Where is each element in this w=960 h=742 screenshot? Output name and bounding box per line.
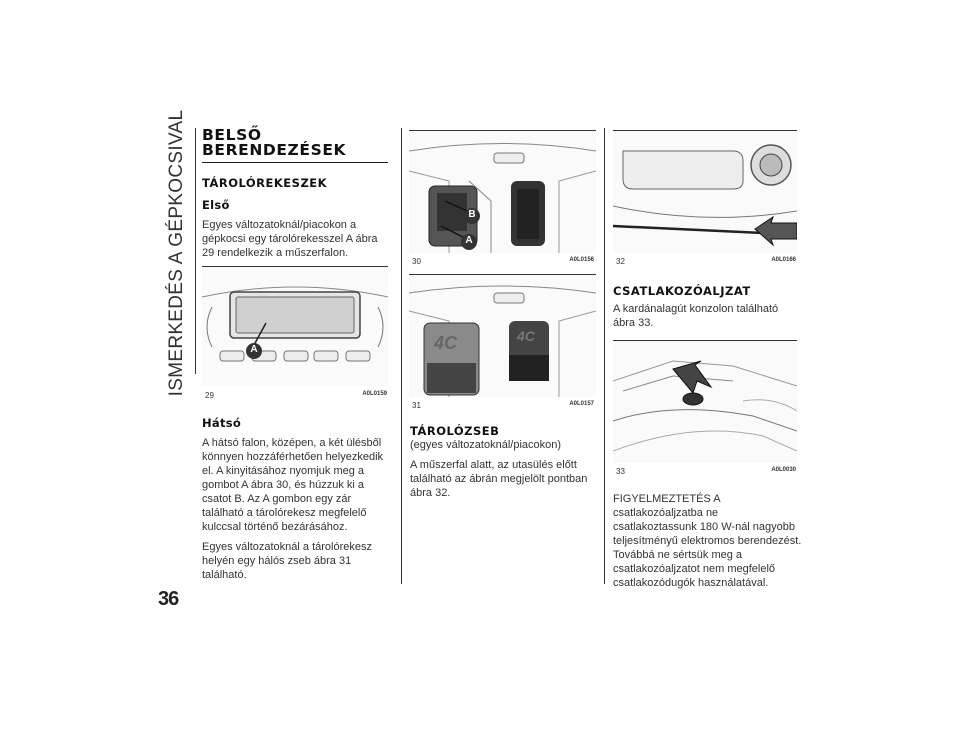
page-number: 36 — [158, 588, 179, 610]
figure-number: 31 — [412, 401, 421, 410]
figure-code: A0L0166 — [771, 257, 796, 263]
figure-number: 32 — [616, 257, 625, 266]
figure-33 — [613, 340, 797, 463]
column-divider — [401, 128, 402, 584]
rear-text-1: A hátsó falon, középen, a két ülésből könnyen hozzáférhetően helyezkedik el. A kinyitásához nyomjuk meg a gombot A ábra 30, és húzzuk ki a csatot B. Az A gombon egy zár található a tárolórekesz megfelelő kulccsal történő bezárásához. — [202, 437, 384, 533]
figure-30 — [409, 130, 596, 253]
figure-code: A0L0159 — [362, 391, 387, 397]
side-divider — [195, 128, 196, 374]
column-1 — [202, 128, 392, 260]
figure-32-caption — [616, 257, 796, 267]
section-heading-pocket: TÁROLÓZSEB — [410, 424, 500, 438]
figure-32 — [613, 130, 797, 253]
section-heading-socket: CSATLAKOZÓALJZAT — [613, 284, 751, 298]
callout-b: B — [468, 209, 476, 220]
figure-number: 29 — [205, 391, 214, 400]
badge-4c-right: 4C — [517, 328, 535, 344]
socket-text: A kardánalagút konzolon található ábra 33. — [613, 303, 779, 329]
figure-30-caption — [412, 257, 594, 267]
figure-31-caption — [412, 401, 594, 411]
figure-29-caption — [205, 391, 387, 401]
column-3-warning — [613, 492, 803, 590]
figure-code: A0L0157 — [569, 401, 594, 407]
column-3-text — [613, 284, 803, 330]
warning-text: FIGYELMEZTETÉS A csatlakozóaljzatba ne csatlakoztassunk 180 W-nál nagyobb teljesítményű elektromos berendezést. Továbbá ne sértsük meg a csatlakozóaljzatot nem megfelelő csatlakozódugók használatával. — [613, 493, 802, 589]
section-heading-storage: TÁROLÓREKESZEK — [202, 176, 328, 190]
figure-33-caption — [616, 467, 796, 477]
main-title-line2: BERENDEZÉSEK — [202, 141, 347, 159]
callout-a: A — [250, 344, 258, 355]
figure-29 — [202, 266, 388, 386]
figure-number: 30 — [412, 257, 421, 266]
figure-31 — [409, 274, 596, 397]
main-title-line1: BELSŐ — [202, 126, 262, 144]
title-rule — [202, 162, 388, 163]
figure-number: 33 — [616, 467, 625, 476]
rear-text-2: Egyes változatoknál a tárolórekesz helyén egy hálós zseb ábra 31 található. — [202, 541, 372, 581]
badge-4c-left: 4C — [434, 333, 458, 353]
figure-code: A0L0030 — [771, 467, 796, 473]
column-1-lower — [202, 416, 392, 582]
rear-heading: Hátsó — [202, 416, 242, 430]
pocket-text: A műszerfal alatt, az utasülés előtt található az ábrán megjelölt pontban ábra 32. — [410, 459, 588, 499]
front-text: Egyes változatoknál/piacokon a gépkocsi egy tárolórekesszel A ábra 29 rendelkezik a műszerfalon. — [202, 219, 378, 259]
side-chapter-title: ISMERKEDÉS A GÉPKOCSIVAL — [166, 109, 187, 396]
column-divider — [604, 128, 605, 584]
pocket-subtitle: (egyes változatoknál/piacokon) — [410, 439, 562, 451]
front-heading: Első — [202, 198, 230, 212]
callout-a: A — [465, 235, 473, 246]
column-2-text — [410, 424, 600, 500]
figure-code: A0L0156 — [569, 257, 594, 263]
